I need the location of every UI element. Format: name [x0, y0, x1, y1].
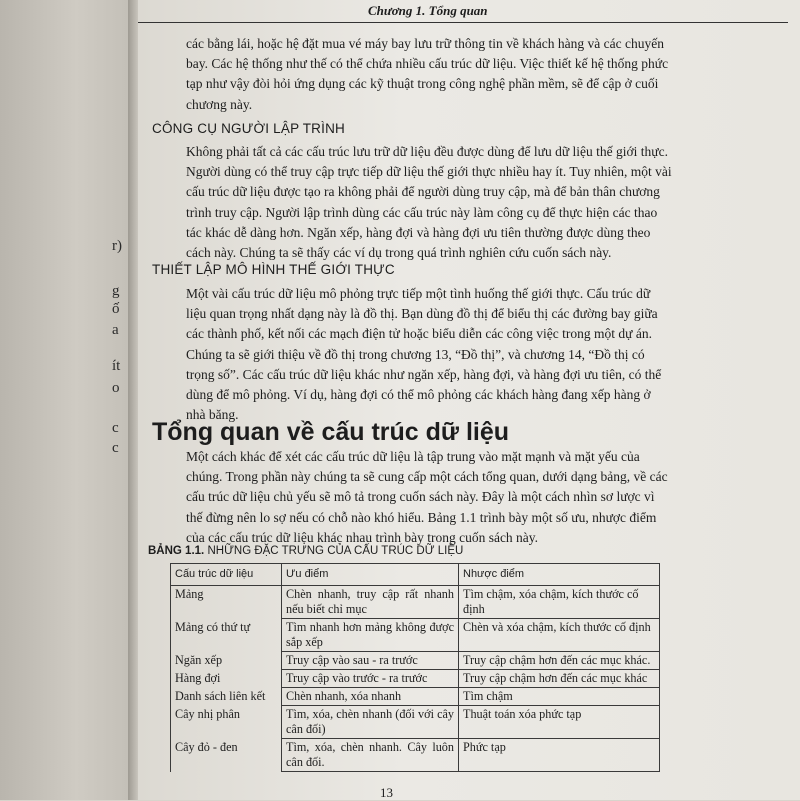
text-line: nhà băng.	[186, 407, 239, 423]
intro-paragraph	[186, 34, 702, 115]
left-page-fragment: ít	[112, 358, 121, 374]
data-structures-table	[170, 563, 660, 772]
text-line: chương này.	[186, 96, 253, 112]
table-cell: Ngăn xếp	[171, 652, 282, 670]
text-line: các bằng lái, hoặc hệ đặt mua vé máy bay lưu trữ thông tin về khách hàng và các chuyến	[186, 36, 664, 51]
table-cell: Danh sách liên kết	[171, 688, 282, 706]
text-line: dùng để mô phỏng. Ví dụ, hàng đợi có thể mô phỏng các khách hàng đang xếp hàng ở	[186, 387, 651, 403]
book-gutter	[128, 0, 138, 800]
page-number: 13	[380, 785, 393, 800]
table-cell: Thuật toán xóa phức tạp	[459, 706, 660, 739]
table-cell: Tìm, xóa, chèn nhanh. Cây luôn cân đối.	[282, 739, 459, 772]
left-page-fragment: a	[112, 322, 119, 338]
table-cell: Cây nhị phân	[171, 706, 282, 739]
table-cell: Truy cập vào sau - ra trước	[282, 652, 459, 670]
table-cell: Truy cập chậm hơn đến các mục khác.	[459, 652, 660, 670]
table-cell: Cây đỏ - đen	[171, 739, 282, 772]
text-line: chúng. Trong phần này chúng ta sẽ cung cấp một cách tổng quan, dưới dạng bảng, về các	[186, 469, 668, 485]
table-row	[171, 739, 660, 772]
section-paragraph	[186, 284, 702, 425]
text-line: Chúng ta sẽ giới thiệu về đồ thị trong chương 13, “Đồ thị”, và chương 14, “Đồ thị có	[186, 346, 645, 362]
text-line: các thành phố, kết nối các mạch điện tử hoặc biểu diễn các công việc trong một dự án.	[186, 326, 652, 342]
table-cell: Phức tạp	[459, 739, 660, 772]
table-cell: Mảng có thứ tự	[171, 619, 282, 652]
column-header: Nhược điểm	[459, 564, 660, 586]
table-cell: Chèn nhanh, truy cập rất nhanh nếu biết chỉ mục	[282, 586, 459, 619]
table-cell: Hàng đợi	[171, 670, 282, 688]
section-title: Tổng quan về cấu trúc dữ liệu	[152, 418, 510, 446]
section-heading: THIẾT LẬP MÔ HÌNH THẾ GIỚI THỰC	[152, 262, 395, 277]
table-row	[171, 688, 660, 706]
text-line: cấu trúc dữ liệu được tạo ra không phải để người dùng truy cập, mà để bản thân chương	[186, 184, 660, 200]
section-paragraph	[186, 142, 702, 263]
table-row	[171, 652, 660, 670]
left-page-fragment: c	[112, 420, 119, 436]
text-line: tạp như vậy đòi hỏi ứng dụng các kỹ thuật trong công nghệ phần mềm, sẽ để cập ở cuối	[186, 76, 659, 92]
table-row	[171, 619, 660, 652]
running-head	[138, 0, 788, 23]
text-line: thế đừng nên lo sợ nếu có chỗ nào khó hiểu. Bảng 1.1 trình bày một số ưu, nhược điểm	[186, 509, 657, 525]
table-cell: Truy cập chậm hơn đến các mục khác	[459, 670, 660, 688]
column-header: Cấu trúc dữ liệu	[171, 564, 282, 586]
table-cell: Mảng	[171, 586, 282, 619]
text-line: cấu trúc dữ liệu chủ yếu sẽ mô tả trong cuốn sách này. Đây là một cách nhìn sơ lược vì	[186, 489, 655, 505]
text-line: liệu quan trọng nhất dạng này là đồ thị. Bạn dùng đồ thị để biểu thị các đường bay giữa	[186, 306, 658, 322]
table-cell: Tìm chậm, xóa chậm, kích thước cố định	[459, 586, 660, 619]
left-page-edge	[0, 0, 128, 800]
section-heading: CÔNG CỤ NGƯỜI LẬP TRÌNH	[152, 121, 345, 136]
text-line: Một vài cấu trúc dữ liệu mô phỏng trực tiếp một tình huống thế giới thực. Cấu trúc dữ	[186, 286, 651, 301]
text-line: của các cấu trúc dữ liệu khác nhau trình bày trong cuốn sách này.	[186, 529, 539, 545]
left-page-fragment: g	[112, 283, 120, 299]
table-caption	[148, 545, 463, 557]
table-row	[171, 586, 660, 619]
chapter-title: Chương 1. Tổng quan	[368, 3, 488, 18]
text-line: Người dùng có thể truy cập trực tiếp dữ liệu thế giới thực nhiều hay ít. Tuy nhiên, một vài	[186, 164, 672, 180]
text-line: tác khác dễ dàng hơn. Ngăn xếp, hàng đợi và hàng đợi ưu tiên thường được dùng theo	[186, 224, 651, 240]
text-line: cách này. Chúng ta sẽ thấy các ví dụ trong quá trình nghiên cứu cuốn sách này.	[186, 245, 612, 261]
table-label: BẢNG 1.1.	[148, 545, 205, 557]
left-page-fragment: o	[112, 380, 120, 396]
table-caption-text: NHỮNG ĐẶC TRƯNG CỦA CẤU TRÚC DỮ LIỆU	[207, 545, 464, 557]
table-cell: Truy cập vào trước - ra trước	[282, 670, 459, 688]
table-cell: Tìm chậm	[459, 688, 660, 706]
text-line: Không phải tất cả các cấu trúc lưu trữ dữ liệu đều được dùng để lưu dữ liệu thế giới thực.	[186, 144, 668, 159]
table-cell: Chèn nhanh, xóa nhanh	[282, 688, 459, 706]
text-line: trọng số”. Các cấu trúc dữ liệu khác như ngăn xếp, hàng đợi, và hàng đợi ưu tiên, có thể	[186, 366, 662, 382]
column-header: Ưu điểm	[282, 564, 459, 586]
left-page-fragment: ố	[112, 301, 120, 317]
table-cell: Tìm, xóa, chèn nhanh (đối với cây cân đối)	[282, 706, 459, 739]
table-cell: Chèn và xóa chậm, kích thước cố định	[459, 619, 660, 652]
book-page	[138, 0, 800, 800]
left-page-fragment: r)	[112, 238, 122, 254]
table-row	[171, 706, 660, 739]
text-line: bay. Các hệ thống như thế có thể chứa nhiều cấu trúc dữ liệu. Việc thiết kế hệ thống phức	[186, 56, 669, 72]
overview-paragraph	[186, 447, 702, 548]
table-header-row	[171, 564, 660, 586]
left-page-fragment: c	[112, 440, 119, 456]
table-row	[171, 670, 660, 688]
text-line: Một cách khác để xét các cấu trúc dữ liệu là tập trung vào mặt mạnh và mặt yếu của	[186, 449, 640, 464]
text-line: trình truy cập. Người lập trình dùng các cấu trúc này làm công cụ để thực hiện các thao	[186, 204, 658, 220]
table-cell: Tìm nhanh hơn mảng không được sắp xếp	[282, 619, 459, 652]
